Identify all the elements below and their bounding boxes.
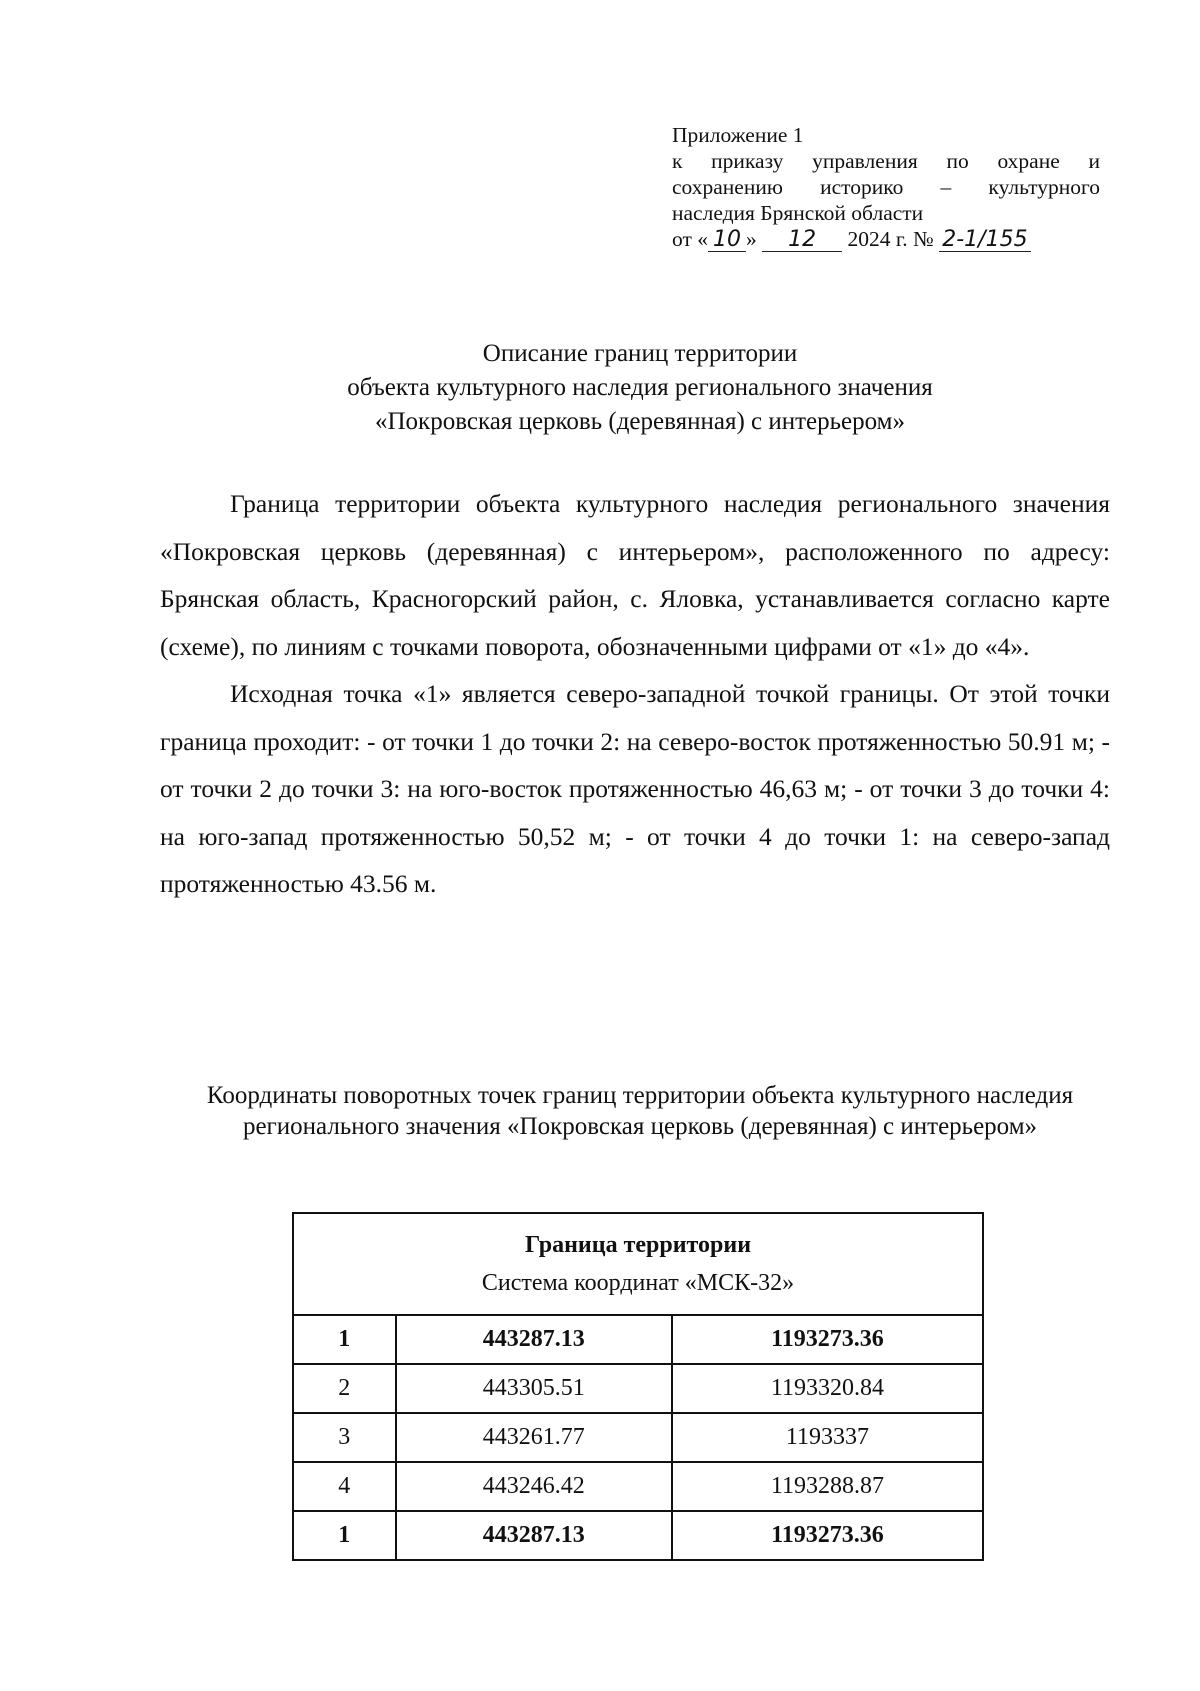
x-coordinate-cell: 443261.77 bbox=[396, 1413, 672, 1462]
date-mid: » bbox=[746, 227, 757, 251]
coordinates-table bbox=[292, 1212, 984, 1561]
paragraph-location: Граница территории объекта культурного наследия регионального значения «Покровская церковь (деревянная) с интерьером», расположенного по адресу: Брянская область, Красногорский район, с. Яловка, устанавливается согласно карте (схеме), по линиям с точками поворота, обозначенными цифрами от «1» до «4». bbox=[160, 489, 1110, 661]
table-header-subtitle: Система координат «МСК-32» bbox=[481, 1270, 795, 1296]
coordinates-heading: Координаты поворотных точек границ территории объекта культурного наследия регионального значения «Покровская церковь (деревянная) с интерьером» bbox=[206, 1082, 1074, 1140]
table-row bbox=[293, 1364, 983, 1413]
title-line-2: объекта культурного наследия регионального значения bbox=[347, 374, 933, 401]
annex-line-4: наследия Брянской области bbox=[672, 201, 924, 225]
title-line-3: «Покровская церковь (деревянная) с интерьером» bbox=[375, 408, 905, 435]
document-title bbox=[160, 337, 1120, 439]
x-coordinate-cell: 443287.13 bbox=[396, 1315, 672, 1364]
point-number-cell: 2 bbox=[293, 1364, 396, 1413]
annex-title: Приложение 1 bbox=[672, 123, 804, 147]
date-prefix: от « bbox=[672, 227, 708, 251]
table-header-title: Граница территории bbox=[524, 1232, 752, 1258]
table-row bbox=[293, 1511, 983, 1560]
annex-line-2: к приказу управления по охране и bbox=[672, 149, 1100, 173]
date-month-handwritten: 12 bbox=[762, 229, 842, 252]
point-number-cell: 1 bbox=[293, 1511, 396, 1560]
table-row bbox=[293, 1462, 983, 1511]
boundary-description bbox=[160, 480, 1110, 908]
x-coordinate-cell: 443305.51 bbox=[396, 1364, 672, 1413]
point-number-cell: 3 bbox=[293, 1413, 396, 1462]
y-coordinate-cell: 1193288.87 bbox=[672, 1462, 983, 1511]
x-coordinate-cell: 443287.13 bbox=[396, 1511, 672, 1560]
order-number-handwritten: 2-1/155 bbox=[939, 229, 1031, 252]
point-number-cell: 4 bbox=[293, 1462, 396, 1511]
point-number-cell: 1 bbox=[293, 1315, 396, 1364]
table-row bbox=[293, 1315, 983, 1364]
date-year-text: 2024 г. № bbox=[847, 227, 934, 251]
y-coordinate-cell: 1193273.36 bbox=[672, 1511, 983, 1560]
table-row bbox=[293, 1413, 983, 1462]
table-header-row bbox=[293, 1213, 983, 1315]
x-coordinate-cell: 443246.42 bbox=[396, 1462, 672, 1511]
y-coordinate-cell: 1193337 bbox=[672, 1413, 983, 1462]
y-coordinate-cell: 1193320.84 bbox=[672, 1364, 983, 1413]
title-line-1: Описание границ территории bbox=[482, 340, 798, 367]
paragraph-route: Исходная точка «1» является северо-западной точкой границы. От этой точки граница проходит: - от точки 1 до точки 2: на северо-восток протяженностью 50.91 м; - от точки 2 до точки 3: на юго-восток протяженностью 46,63 м; - от точки 3 до точки 4: на юго-запад протяженностью 50,52 м; - от точки 4 до точки 1: на северо-запад протяженностью 43.56 м. bbox=[160, 679, 1110, 898]
annex-header bbox=[672, 122, 1100, 252]
y-coordinate-cell: 1193273.36 bbox=[672, 1315, 983, 1364]
annex-line-3: сохранению историко – культурного bbox=[672, 175, 1100, 199]
date-day-handwritten: 10 bbox=[708, 229, 746, 252]
annex-date-line bbox=[672, 226, 1100, 252]
table-header-cell bbox=[293, 1213, 983, 1315]
